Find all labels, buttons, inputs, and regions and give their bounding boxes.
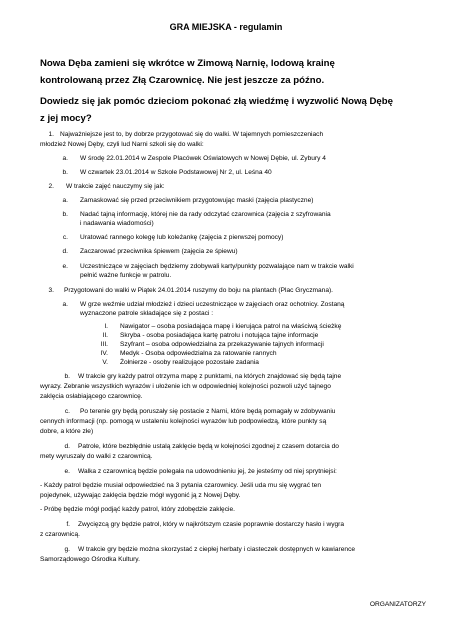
rule-line: - Każdy patrol będzie musiał odpowiedzieć na 3 pytania czarownicy. Jeśli uda mu się wygrać ten [40,482,321,489]
section-2-line: W trakcie zajęć nauczymy się jak: [66,183,165,190]
section-2-item: Nadać tajną informację, której nie da rady odczytać czarownica (zajęcia z szyfrowania [80,211,331,218]
section-3-item-marker: c. [64,408,70,415]
section-3-item: mety wyruszały do walki z czarownicą. [40,453,153,460]
role-item: Żołnierze - osoby realizujące pozostałe zadania [120,359,259,366]
section-3-item-marker: f. [66,521,70,528]
intro-paragraph [40,55,430,89]
role-marker: IV. [100,350,108,357]
section-2-item: pełnić ważne funkcje w patrolu. [80,272,172,279]
question-line: Dowiedz się jak pomóc dzieciom pokonać złą wiedźmę i wyzwolić Nową Dębę [40,96,393,107]
section-2-item: Zaczarować przeciwnika śpiewem (zajęcia ze śpiewu) [80,248,238,255]
section-3-item-marker: d. [64,443,70,450]
section-3-item: Samorządowego Ośrodka Kultury. [40,556,140,563]
section-3-item: wyznaczone patrole składające się z postaci : [80,310,214,317]
section-3-item: W trakcie gry każdy patrol otrzyma mapę z punktami, na których znajdować się będą tajne [78,373,342,380]
section-2-item-marker: c. [62,234,68,241]
role-item: Szyfrant – osoba odpowiedzialna za przekazywanie tajnych informacji [120,341,324,348]
section-1-line: młodzież Nowej Dęby, czyli lud Narni szkoli się do walki: [40,141,204,148]
rule-line: - Próbę będzie mógł podjąć każdy patrol, który zdobędzie zaklęcie. [40,506,235,513]
section-1-item-marker: a. [62,155,68,162]
document-title: GRA MIEJSKA - regulamin [169,22,283,32]
role-item: Skryba - osoba posiadająca kartę patrolu i notująca tajne informacje [120,332,319,339]
section-1-marker: 1. [48,131,54,138]
section-3-item: Zwycięzcą gry będzie patrol, który w najkrótszym czasie poprawnie dostarczy hasło i wygra [78,521,345,528]
section-3-item: z czarownicą. [40,531,80,538]
section-1-item-marker: b. [62,169,68,176]
section-1-line: Najważniejsze jest to, by dobrze przygotować się do walki. W tajemnych pomieszczeniach [60,131,324,138]
section-2-item: Uczestniczące w zajęciach będziemy zdobywali karty/punkty pozwalające nam w trakcie walki [80,263,354,270]
role-marker: V. [102,359,108,366]
section-3-item: W grze weźmie udział młodzież i dzieci uczestniczące w zajęciach oraz ochotnicy. Zostaną [80,301,345,308]
signature: ORGANIZATORZY [369,601,426,608]
section-3-item-marker: b. [64,373,70,380]
rule-line: pojedynek, używając zaklęcia będzie mógł wygonić ją z Nowej Dęby. [40,492,241,499]
question-line: z jej mocy? [40,113,92,124]
section-3-item: dobre, a które złe) [40,428,94,435]
section-3-marker: 3. [48,287,54,294]
intro-line: kontrolowaną przez Złą Czarownicę. Nie jest jeszcze za późno. [40,75,325,86]
section-3-item: Po terenie gry będą poruszały się postacie z Narni, które będą pomagały w zdobywaniu [80,408,336,415]
question-paragraph [40,93,430,127]
section-3-line: Przygotowani do walki w Piątek 24.01.2014 ruszymy do boju na plantach (Plac Gryczmana). [64,287,334,294]
section-3-item: Walka z czarownicą będzie polegała na udowodnieniu jej, że jesteśmy od niej sprytniejsi: [78,468,337,475]
section-1-item: W czwartek 23.01.2014 w Szkole Podstawowej Nr 2, ul. Leśna 40 [80,169,272,176]
section-2-item: i nadawania wiadomości) [80,220,154,227]
section-3-item: W trakcie gry będzie można skorzystać z ciepłej herbaty i ciasteczek dostępnych w kawiarence [78,546,356,553]
role-item: Nawigator – osoba posiadająca mapę i kierująca patrol na właściwą ścieżkę [120,323,342,330]
section-3-item: cennych informacji (np. pomogą w ustaleniu kolejności wyrazów lub podpowiedzą, które punkty są [40,418,327,425]
section-1-item: W środę 22.01.2014 w Zespole Placówek Oświatowych w Nowej Dębie, ul. Zybury 4 [80,155,326,162]
role-marker: I. [104,323,108,330]
role-marker: III. [100,341,108,348]
section-2-item: Uratować rannego kolegę lub koleżankę (zajęcia z pierwszej pomocy) [80,234,284,241]
role-marker: II. [102,332,108,339]
section-2-item-marker: d. [62,248,68,255]
role-item: Medyk - Osoba odpowiedzialna za ratowanie rannych [120,350,277,357]
section-3-item: wyrazy. Zebranie wszystkich wyrazów i ułożenie ich w odpowiedniej kolejności pozwoli użyć tajnego [40,383,331,390]
section-2-item-marker: e. [62,263,68,270]
section-3-item-marker: e. [64,468,70,475]
section-3-item: Patrole, które bezbłędnie ustalą zaklęcie będą w kolejności zgodnej z czasem dotarcia do [78,443,339,450]
section-3-item-marker: g. [64,546,70,553]
section-2-item: Zamaskować się przed przeciwnikiem przygotowując maski (zajęcia plastyczne) [80,197,314,204]
section-3-item: zaklęcia osłabiającego czarownicę. [40,393,143,400]
section-2-item-marker: b. [62,211,68,218]
section-3-item-marker: a. [62,301,68,308]
section-2-item-marker: a. [62,197,68,204]
section-2-marker: 2. [48,183,54,190]
intro-line: Nowa Dęba zamieni się wkrótce w Zimową Narnię, lodową krainę [40,58,335,69]
